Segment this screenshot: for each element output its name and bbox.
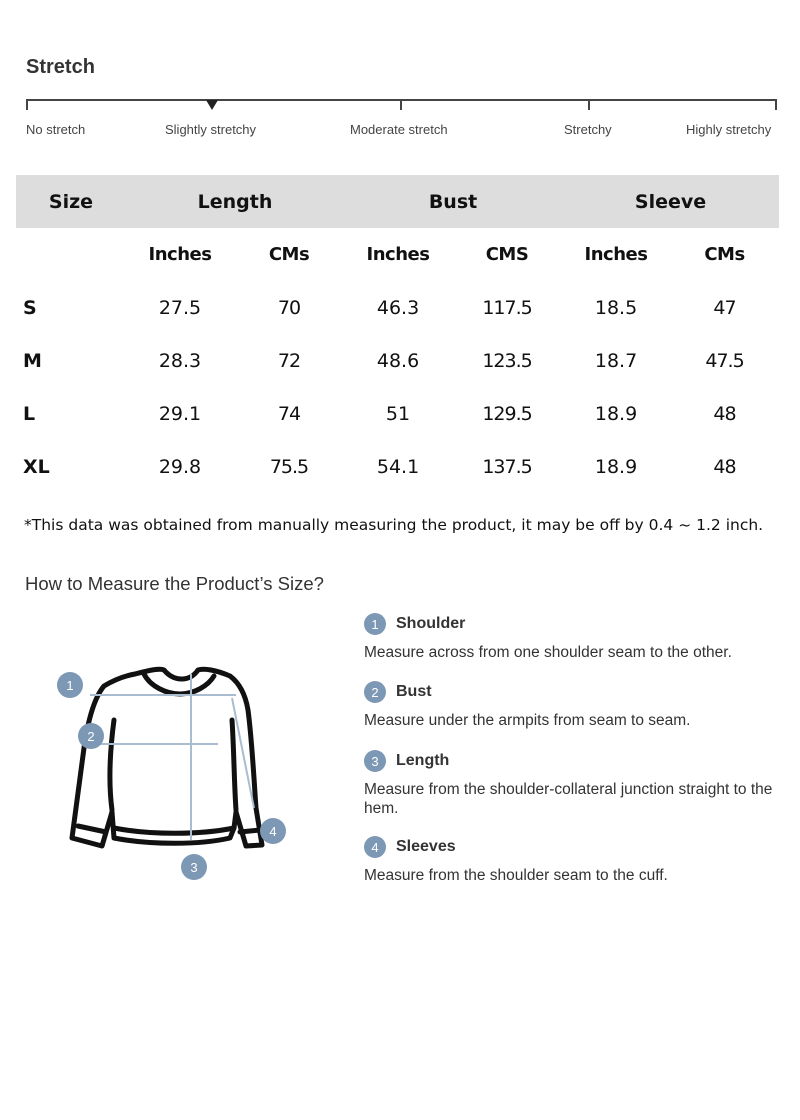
table-header-row bbox=[16, 175, 779, 228]
sleeve-inches: 18.9 bbox=[594, 455, 638, 478]
sleeve-cm: 47 bbox=[713, 296, 736, 319]
bust-cm: 137.5 bbox=[482, 455, 532, 478]
table-row bbox=[16, 387, 779, 440]
bust-cm: 129.5 bbox=[482, 402, 532, 425]
stretch-scale bbox=[26, 96, 777, 116]
stretch-level-high: Highly stretchy bbox=[686, 122, 772, 137]
diagram-label-4: 4 bbox=[269, 824, 277, 839]
header-length: Length bbox=[197, 190, 273, 213]
diagram-label-2: 2 bbox=[87, 729, 95, 744]
unit-label: Inches bbox=[366, 244, 430, 265]
bust-cm: 117.5 bbox=[482, 296, 532, 319]
step-name: Shoulder bbox=[396, 615, 466, 632]
length-cm: 70 bbox=[277, 296, 301, 319]
stretch-level-slight: Slightly stretchy bbox=[165, 122, 257, 137]
sweater-diagram bbox=[40, 640, 320, 900]
stretch-title: Stretch bbox=[26, 56, 95, 78]
size-label: L bbox=[23, 402, 36, 425]
length-cm: 74 bbox=[277, 402, 301, 425]
step-description: Measure from the shoulder-collateral junction straight to the hem. bbox=[364, 781, 773, 817]
length-inches: 27.5 bbox=[158, 296, 202, 319]
bust-inches: 48.6 bbox=[376, 349, 420, 372]
unit-label: Inches bbox=[148, 244, 212, 265]
bust-inches: 51 bbox=[385, 402, 411, 425]
length-inches: 29.1 bbox=[158, 402, 202, 425]
sleeve-inches: 18.7 bbox=[594, 349, 638, 372]
size-chart-table bbox=[16, 175, 779, 493]
measure-step-length bbox=[364, 750, 774, 818]
step-number-badge: 4 bbox=[364, 836, 386, 858]
scale-tick bbox=[775, 99, 777, 110]
diagram-label-3: 3 bbox=[190, 860, 198, 875]
diagram-label-1: 1 bbox=[66, 678, 74, 693]
how-to-measure-title: How to Measure the Product’s Size? bbox=[25, 573, 324, 594]
sleeve-cm: 48 bbox=[713, 455, 736, 478]
step-name: Bust bbox=[396, 683, 432, 700]
unit-label: CMs bbox=[268, 244, 310, 265]
step-name: Sleeves bbox=[396, 838, 456, 855]
header-size: Size bbox=[48, 190, 94, 213]
stretch-level-moderate: Moderate stretch bbox=[350, 122, 448, 137]
stretch-level-stretchy: Stretchy bbox=[564, 122, 612, 137]
length-cm: 75.5 bbox=[269, 455, 309, 478]
step-description: Measure under the armpits from seam to seam. bbox=[364, 712, 691, 729]
header-bust: Bust bbox=[428, 190, 478, 213]
size-label: M bbox=[23, 349, 42, 372]
units-empty bbox=[16, 228, 126, 281]
length-inches: 29.8 bbox=[158, 455, 202, 478]
size-label: S bbox=[23, 296, 37, 319]
sleeve-cm: 48 bbox=[713, 402, 736, 425]
step-number-badge: 1 bbox=[364, 613, 386, 635]
scale-tick bbox=[26, 99, 28, 110]
bust-inches: 54.1 bbox=[376, 455, 420, 478]
sleeve-inches: 18.9 bbox=[594, 402, 638, 425]
measure-step-shoulder bbox=[364, 613, 774, 662]
measure-step-bust bbox=[364, 681, 774, 730]
header-sleeve: Sleeve bbox=[634, 190, 707, 213]
step-number-badge: 3 bbox=[364, 750, 386, 772]
table-row bbox=[16, 440, 779, 493]
bust-inches: 46.3 bbox=[376, 296, 420, 319]
unit-label: CMs bbox=[704, 244, 745, 265]
step-name: Length bbox=[396, 752, 450, 769]
step-number-badge: 2 bbox=[364, 681, 386, 703]
sleeve-inches: 18.5 bbox=[594, 296, 638, 319]
unit-label: CMS bbox=[485, 244, 529, 265]
stretch-level-none: No stretch bbox=[26, 122, 86, 137]
sleeve-cm: 47.5 bbox=[705, 349, 744, 372]
length-cm: 72 bbox=[277, 349, 301, 372]
step-description: Measure across from one shoulder seam to the other. bbox=[364, 644, 732, 661]
measure-step-sleeves bbox=[364, 836, 774, 885]
size-label: XL bbox=[23, 455, 50, 478]
scale-tick bbox=[588, 99, 590, 110]
scale-tick bbox=[400, 99, 402, 110]
length-inches: 28.3 bbox=[158, 349, 202, 372]
table-row bbox=[16, 281, 779, 334]
units-row bbox=[16, 228, 779, 281]
step-description: Measure from the shoulder seam to the cuff. bbox=[364, 867, 668, 884]
unit-label: Inches bbox=[584, 244, 648, 265]
stretch-level-marker-icon bbox=[206, 100, 218, 110]
table-row bbox=[16, 334, 779, 387]
bust-cm: 123.5 bbox=[482, 349, 532, 372]
measurement-note: *This data was obtained from manually measuring the product, it may be off by 0.4 ~ 1.2 inch. bbox=[24, 516, 764, 534]
